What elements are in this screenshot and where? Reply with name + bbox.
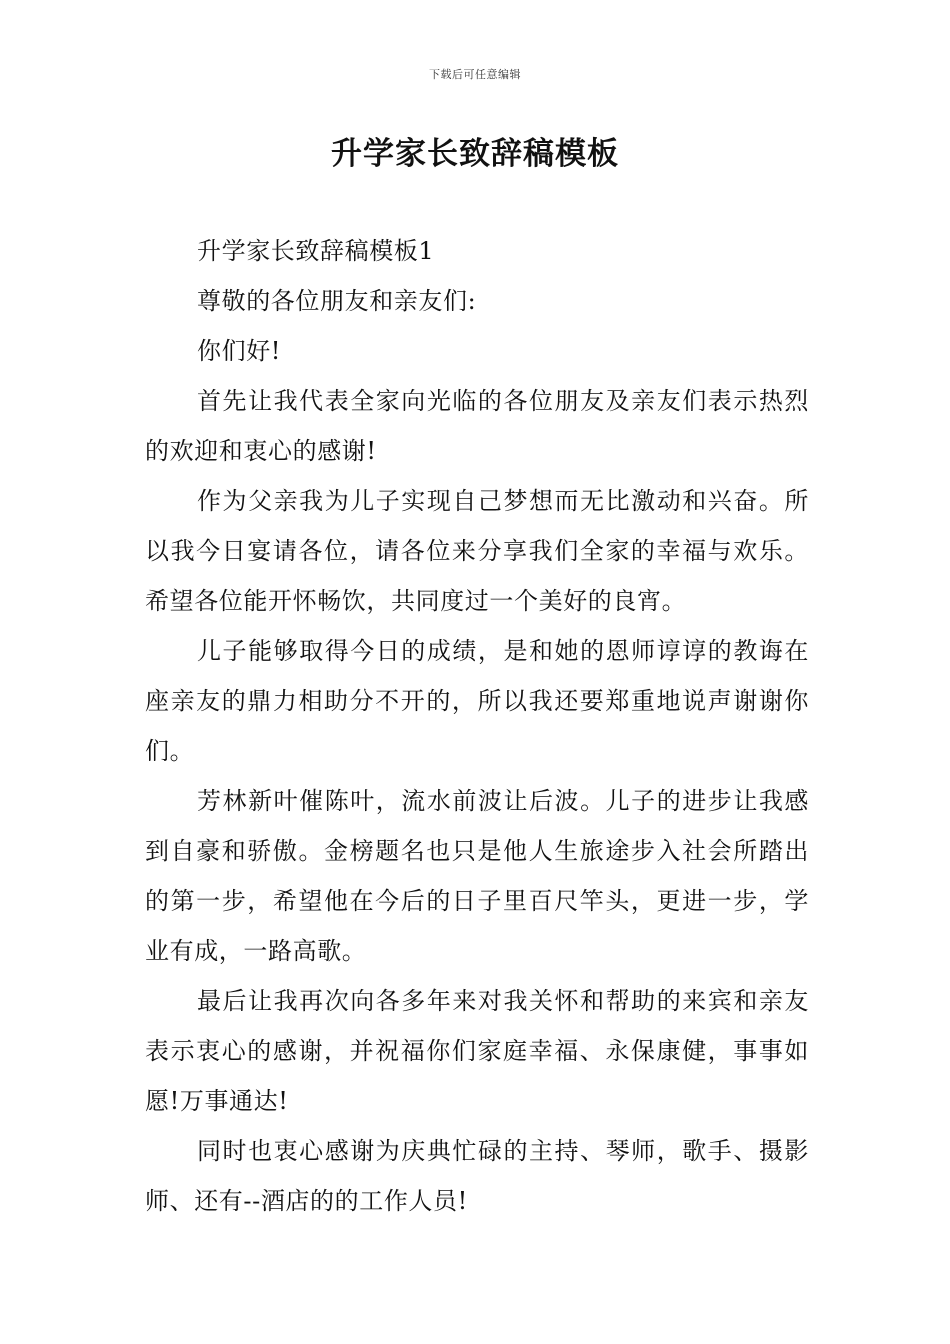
paragraph: 最后让我再次向各多年来对我关怀和帮助的来宾和亲友表示衷心的感谢，并祝福你们家庭幸福、永保康健，事事如愿!万事通达! bbox=[145, 987, 809, 1115]
paragraph-subtitle: 升学家长致辞稿模板1 bbox=[197, 237, 435, 265]
document-body bbox=[145, 226, 809, 1226]
paragraph: 作为父亲我为儿子实现自己梦想而无比激动和兴奋。所以我今日宴请各位，请各位来分享我们全家的幸福与欢乐。希望各位能开怀畅饮，共同度过一个美好的良宵。 bbox=[145, 487, 809, 615]
paragraph-salutation: 尊敬的各位朋友和亲友们: bbox=[197, 287, 477, 315]
paragraph: 同时也衷心感谢为庆典忙碌的主持、琴师，歌手、摄影师、还有--酒店的的工作人员! bbox=[145, 1137, 809, 1215]
paragraph: 首先让我代表全家向光临的各位朋友及亲友们表示热烈的欢迎和衷心的感谢! bbox=[145, 387, 809, 465]
paragraph-greeting: 你们好! bbox=[197, 337, 282, 365]
paragraph: 儿子能够取得今日的成绩，是和她的恩师谆谆的教诲在座亲友的鼎力相助分不开的，所以我还要郑重地说声谢谢你们。 bbox=[145, 637, 809, 765]
paragraph: 芳林新叶催陈叶，流水前波让后波。儿子的进步让我感到自豪和骄傲。金榜题名也只是他人生旅途步入社会所踏出的第一步，希望他在今后的日子里百尺竿头，更进一步，学业有成，一路高歌。 bbox=[145, 787, 809, 965]
header-note: 下载后可任意编辑 bbox=[429, 68, 521, 81]
document-title: 升学家长致辞稿模板 bbox=[331, 136, 619, 172]
